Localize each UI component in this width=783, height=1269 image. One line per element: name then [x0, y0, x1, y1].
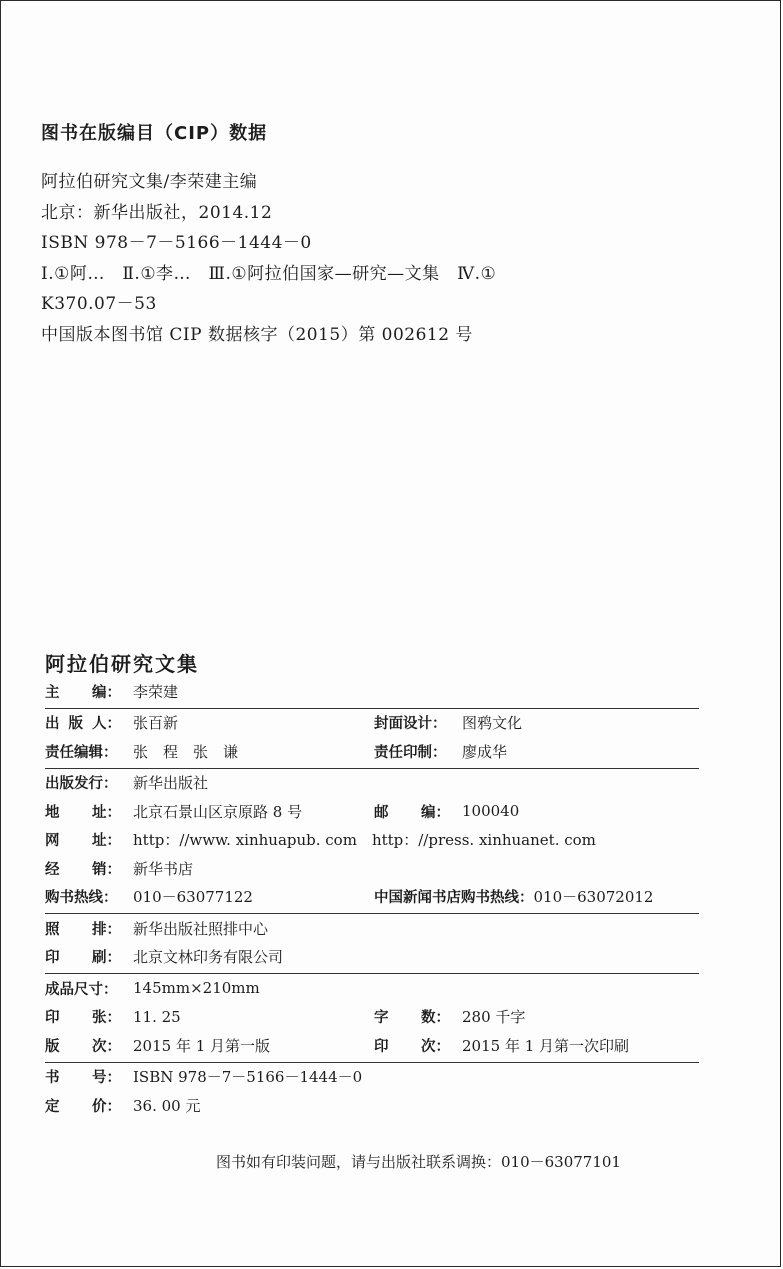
publisher-row: [45, 709, 699, 738]
print-label: 印 刷：: [45, 950, 121, 967]
distribution-row: [45, 769, 699, 798]
sales-value: 新华书店: [133, 859, 194, 878]
sheets-value: 11. 25: [133, 1007, 181, 1026]
size-label: 成品尺寸：: [45, 981, 118, 998]
address-row: [45, 797, 699, 826]
typeset-row: [45, 914, 699, 943]
typeset-value: 新华出版社照排中心: [133, 919, 269, 938]
cip-line-subjects: Ⅰ.①阿… Ⅱ.①李… Ⅲ.①阿拉伯国家—研究—文集 Ⅳ.①: [41, 263, 497, 284]
hotline-row: [45, 883, 699, 912]
editor-print-row: [45, 737, 699, 766]
isbn-value: ISBN 978－7－5166－1444－0: [133, 1068, 363, 1087]
isbn-row: [45, 1063, 699, 1092]
quality-notice: 图书如有印装问题，请与出版社联系调换：010－63077101: [216, 1153, 621, 1171]
distribution-value: 新华出版社: [133, 774, 209, 793]
size-row: [45, 974, 699, 1003]
edition-value: 2015 年 1 月第一版: [133, 1036, 271, 1055]
editor-label: 主 编：: [45, 684, 121, 701]
responsible-editor-value: 张 程 张 谦: [133, 742, 239, 761]
cip-line-publisher: 北京：新华出版社，2014.12: [41, 202, 273, 223]
price-value: 36. 00 元: [133, 1096, 201, 1115]
cn-hotline-value: 010－63072012: [533, 888, 654, 907]
postcode-label: 邮 编：: [374, 804, 450, 821]
cn-hotline-label: 中国新闻书店购书热线：: [374, 890, 534, 907]
cover-design-value: 图鸦文化: [462, 714, 523, 733]
cip-line-classification: K370.07－53: [41, 294, 157, 314]
typeset-label: 照 排：: [45, 921, 121, 938]
edition-label: 版 次：: [45, 1038, 121, 1055]
cip-line-title: 阿拉伯研究文集/李荣建主编: [41, 172, 258, 192]
price-label: 定 价：: [45, 1098, 121, 1115]
sheets-label: 印 张：: [45, 1010, 121, 1027]
cover-design-label: 封面设计：: [374, 716, 447, 733]
postcode-value: 100040: [462, 802, 520, 821]
editor-row: [45, 677, 699, 706]
website-value: http：//www. xinhuapub. com http：//press. xinhuanet. com: [133, 831, 596, 850]
publisher-person-value: 张百新: [133, 714, 179, 733]
address-label: 地 址：: [45, 804, 121, 821]
book-title: 阿拉伯研究文集: [45, 652, 199, 676]
words-label: 字 数：: [374, 1010, 450, 1027]
cip-line-isbn: ISBN 978－7－5166－1444－0: [41, 233, 312, 253]
print-value: 北京文林印务有限公司: [133, 948, 284, 967]
responsible-print-value: 廖成华: [462, 742, 508, 761]
distribution-label: 出版发行：: [45, 776, 118, 793]
publisher-person-label: 出 版 人：: [45, 716, 121, 733]
size-value: 145mm×210mm: [133, 979, 260, 998]
sales-label: 经 销：: [45, 861, 121, 878]
editor-value: 李荣建: [133, 682, 179, 701]
cip-title: 图书在版编目（CIP）数据: [41, 123, 268, 144]
words-value: 280 千字: [462, 1008, 526, 1027]
address-value: 北京石景山区京原路 8 号: [133, 802, 303, 821]
hotline-label: 购书热线：: [45, 890, 118, 907]
cip-line-verification: 中国版本图书馆 CIP 数据核字（2015）第 002612 号: [41, 324, 473, 345]
sales-row: [45, 854, 699, 883]
price-row: [45, 1091, 699, 1120]
responsible-print-label: 责任印制：: [374, 744, 447, 761]
publication-info: [45, 677, 699, 1120]
website-label: 网 址：: [45, 833, 121, 850]
edition-row: [45, 1031, 699, 1060]
printing-label: 印 次：: [374, 1038, 450, 1055]
cip-block: [41, 119, 741, 350]
isbn-label: 书 号：: [45, 1070, 121, 1087]
responsible-editor-label: 责任编辑：: [45, 744, 118, 761]
print-row: [45, 943, 699, 972]
website-row: [45, 826, 699, 855]
sheets-row: [45, 1003, 699, 1032]
hotline-value: 010－63077122: [133, 888, 253, 907]
printing-value: 2015 年 1 月第一次印刷: [462, 1036, 630, 1055]
